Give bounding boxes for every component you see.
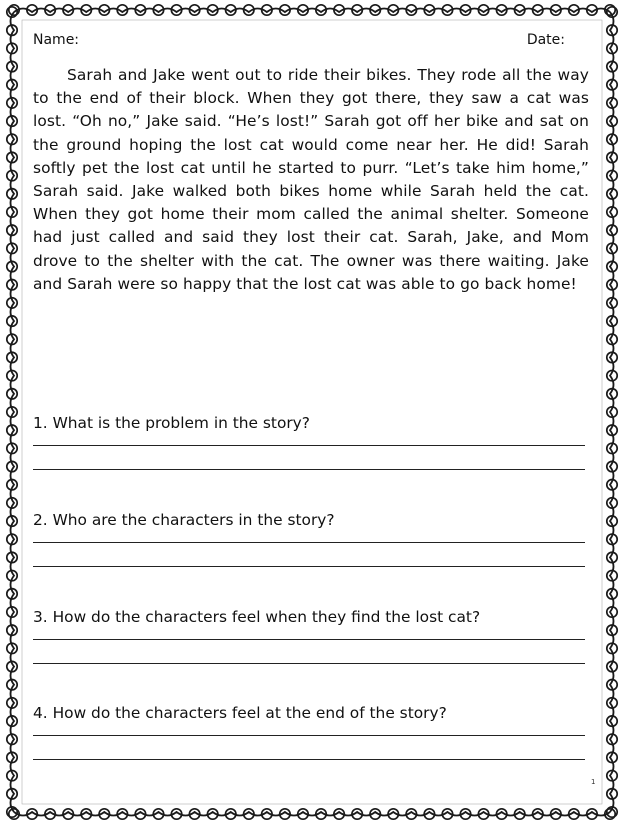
question-block-1: [33, 412, 589, 470]
name-label: Name:: [33, 32, 80, 48]
answer-line: [33, 759, 585, 760]
question-2-text: 2. Who are the characters in the story?: [33, 511, 335, 529]
page-number: 1: [591, 778, 596, 786]
question-block-2: [33, 509, 589, 567]
header-row: [33, 32, 565, 54]
answer-line: [33, 445, 585, 446]
answer-line: [33, 469, 585, 470]
date-label: Date:: [526, 32, 565, 48]
question-1-text: 1. What is the problem in the story?: [33, 414, 310, 432]
question-block-4: [33, 702, 589, 760]
answer-line: [33, 566, 585, 567]
answer-line: [33, 735, 585, 736]
story-passage: Sarah and Jake went out to ride their bikes. They rode all the way to the end of their block. When they got there, they saw a cat was lost. “Oh no,” Jake said. “He’s lost!” Sarah got off her bike and sat on the ground hoping the lost cat would come near her. He did! Sarah softly pet the lost cat until he started to purr. “Let’s take him home,” Sarah said. Jake walked both bikes home while Sarah held the cat. When they got home their mom called the animal shelter. Someone had just called and said they lost their cat. Sarah, Jake, and Mom drove to the shelter with the cat. The owner was there waiting. Jake and Sarah were so happy that the lost cat was able to go back home!: [33, 66, 589, 293]
answer-line: [33, 663, 585, 664]
question-block-3: [33, 606, 589, 664]
question-3-text: 3. How do the characters feel when they find the lost cat?: [33, 608, 481, 626]
answer-line: [33, 639, 585, 640]
answer-line: [33, 542, 585, 543]
worksheet-page: [33, 32, 589, 792]
question-4-text: 4. How do the characters feel at the end of the story?: [33, 704, 447, 722]
